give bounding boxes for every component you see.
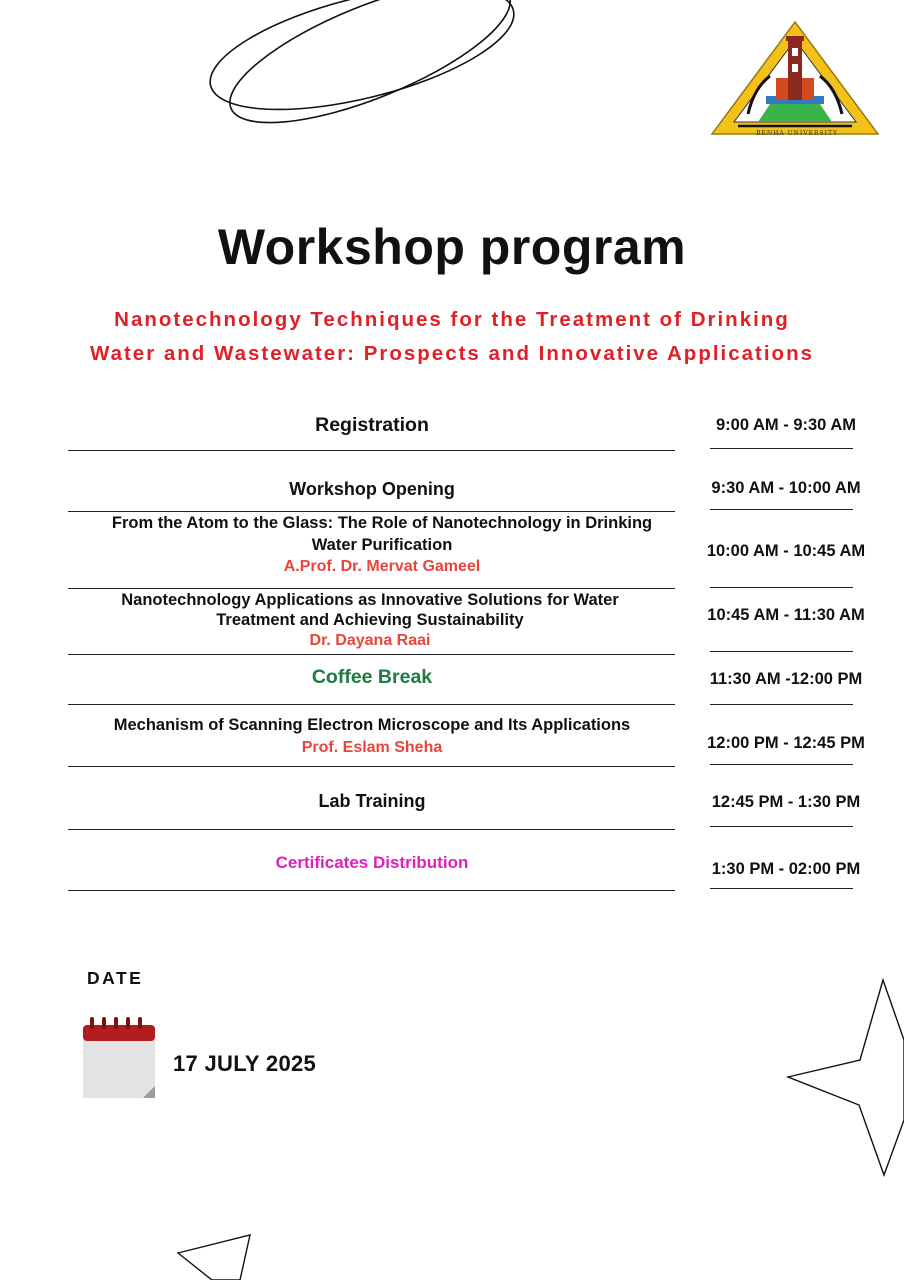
session-topic-line-1: Nanotechnology Applications as Innovative Solutions for Water [121,591,619,609]
session-time: 1:30 PM - 02:00 PM [711,860,861,878]
session-registration [70,414,674,436]
session-nano-applications [70,590,670,652]
workshop-subtitle [40,303,864,371]
divider [710,651,853,652]
session-time: 11:30 AM -12:00 PM [709,670,863,688]
session-lab-training [70,790,674,812]
session-speaker: Dr. Dayana Raai [309,632,431,649]
session-topic-line-1: From the Atom to the Glass: The Role of Nanotechnology in Drinking [111,514,653,532]
session-time: 12:45 PM - 1:30 PM [711,793,861,811]
session-coffee-break [70,666,674,688]
session-topic: Certificates Distribution [275,853,469,872]
subtitle-line-1: Nanotechnology Techniques for the Treatment of Drinking [114,308,790,331]
subtitle-line-2: Water and Wastewater: Prospects and Innovative Applications [89,342,815,365]
date-label: DATE [87,968,144,988]
calendar-icon [82,1015,156,1099]
divider [68,654,675,655]
university-logo [708,18,882,140]
session-time: 12:00 PM - 12:45 PM [707,734,865,752]
divider [710,888,853,889]
session-topic-line-2: Water Purification [311,536,453,554]
divider [710,509,853,510]
divider [68,588,675,589]
divider [710,704,853,705]
session-time: 9:30 AM - 10:00 AM [711,479,861,497]
session-speaker: Prof. Eslam Sheha [301,739,443,756]
session-time: 9:00 AM - 9:30 AM [716,416,856,434]
divider [710,764,853,765]
session-topic: Workshop Opening [289,479,455,499]
session-topic: Registration [315,414,429,436]
divider [68,450,675,451]
divider [710,448,853,449]
divider [68,704,675,705]
page-title: Workshop program [217,219,687,275]
session-atom-to-glass [70,512,694,578]
divider [710,587,853,588]
divider [68,829,675,830]
divider [710,826,853,827]
divider [68,890,675,891]
logo-caption: BENHA UNIVERSITY [756,130,838,137]
session-certificates [70,852,674,874]
session-time: 10:45 AM - 11:30 AM [707,606,865,624]
divider [68,766,675,767]
date-value: 17 JULY 2025 [173,1051,317,1076]
session-time: 10:00 AM - 10:45 AM [706,542,866,560]
session-topic: Lab Training [318,791,426,811]
session-speaker: A.Prof. Dr. Mervat Gameel [283,558,481,575]
session-topic: Mechanism of Scanning Electron Microscope and Its Applications [113,716,631,734]
session-topic: Coffee Break [311,666,433,688]
session-sem [70,714,674,759]
session-opening [70,478,674,500]
session-topic-line-2: Treatment and Achieving Sustainability [216,611,524,629]
